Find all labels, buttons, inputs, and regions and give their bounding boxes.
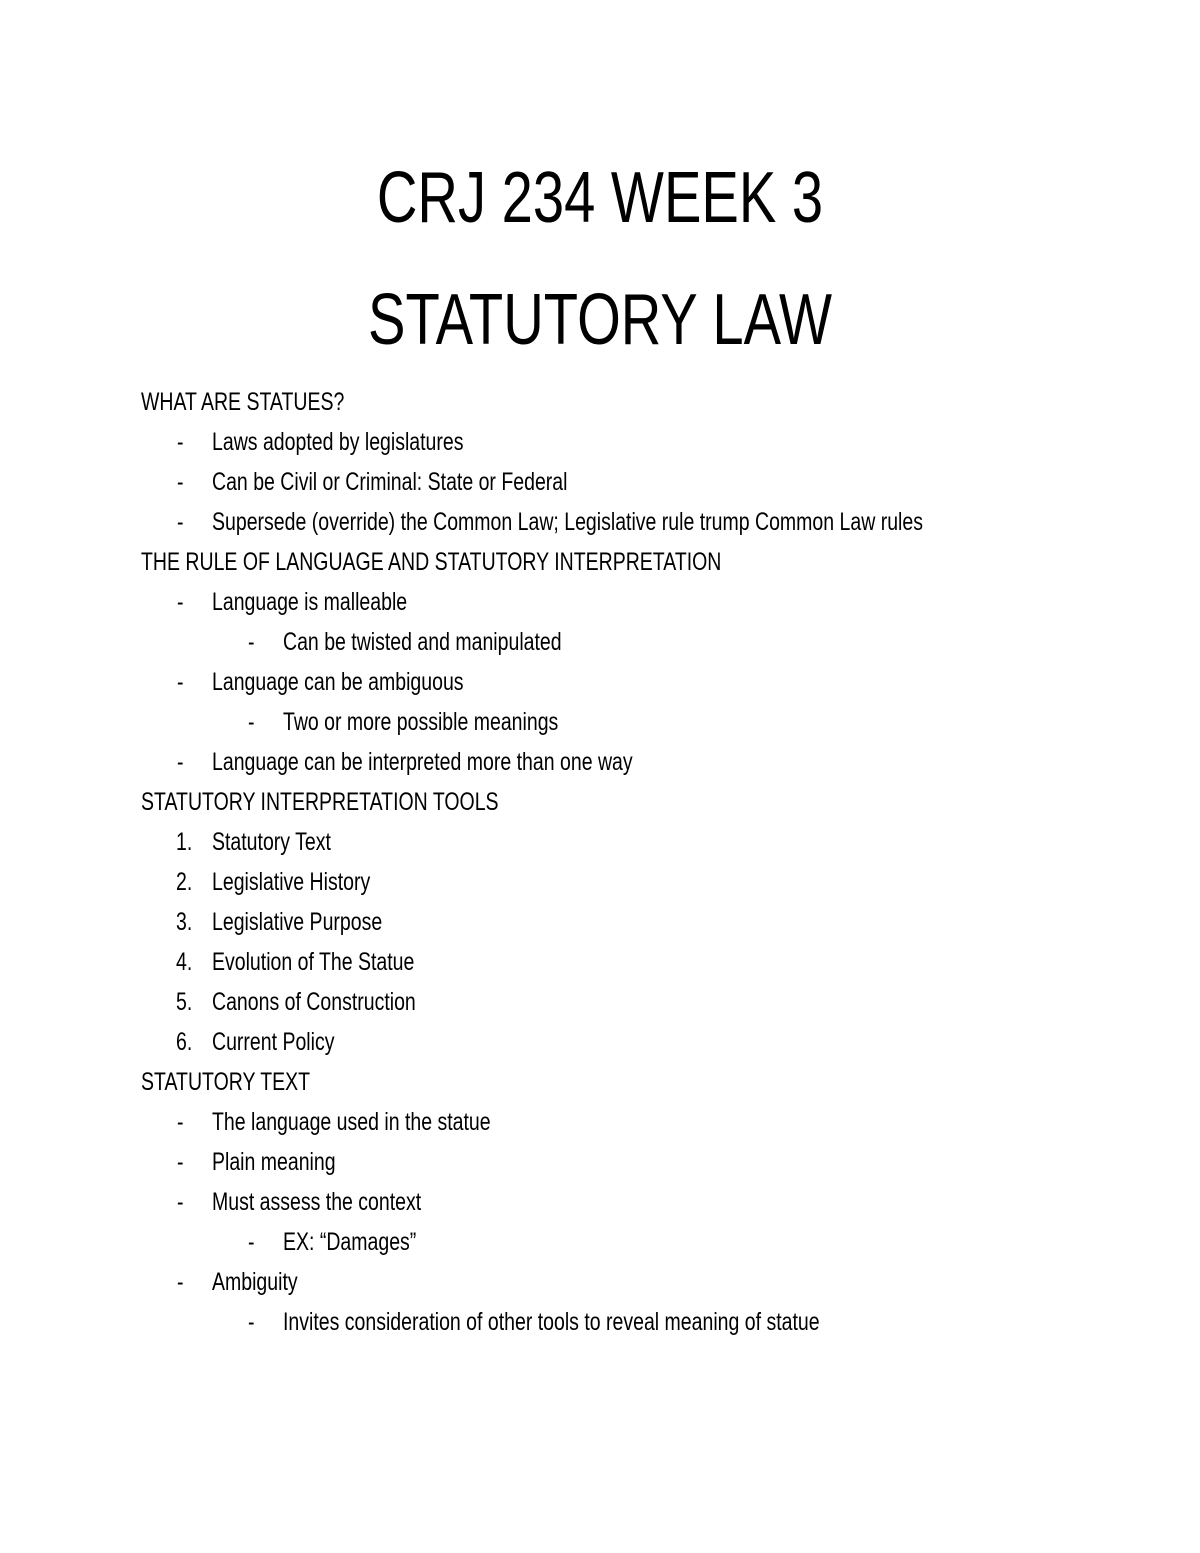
- bullet-dash: -: [248, 628, 255, 656]
- bullet-dash: -: [177, 1268, 184, 1296]
- list-item: - Plain meaning: [141, 1142, 1141, 1182]
- bullet-dash: -: [177, 508, 184, 536]
- sub-list-item: - Two or more possible meanings: [141, 702, 1141, 742]
- bullet-dash: -: [248, 1308, 255, 1336]
- document-title: CRJ 234 WEEK 3: [376, 158, 824, 238]
- numbered-item: 4. Evolution of The Statue: [141, 942, 1141, 982]
- sub-list-item: - Can be twisted and manipulated: [141, 622, 1141, 662]
- list-item: - Language can be interpreted more than one way: [141, 742, 1141, 782]
- list-number: 2.: [176, 868, 193, 896]
- bullet-dash: -: [177, 668, 184, 696]
- bullet-dash: -: [177, 428, 184, 456]
- bullet-dash: -: [177, 1148, 184, 1176]
- sub-list-item: - Invites consideration of other tools to reveal meaning of statue: [141, 1302, 1141, 1342]
- list-item: - Language can be ambiguous: [141, 662, 1141, 702]
- numbered-item: 2. Legislative History: [141, 862, 1141, 902]
- bullet-dash: -: [177, 748, 184, 776]
- list-number: 6.: [176, 1028, 193, 1056]
- section-heading-what-are-statues: WHAT ARE STATUES?: [141, 388, 345, 416]
- bullet-dash: -: [248, 1228, 255, 1256]
- list-item: - Language is malleable: [141, 582, 1141, 622]
- list-item: - Laws adopted by legislatures: [141, 422, 1141, 462]
- list-number: 5.: [176, 988, 193, 1016]
- section-heading-statutory-text: STATUTORY TEXT: [141, 1068, 311, 1096]
- numbered-item: 5. Canons of Construction: [141, 982, 1141, 1022]
- list-item: - Must assess the context: [141, 1182, 1141, 1222]
- numbered-item: 1. Statutory Text: [141, 822, 1141, 862]
- bullet-dash: -: [177, 1188, 184, 1216]
- numbered-item: 3. Legislative Purpose: [141, 902, 1141, 942]
- list-number: 4.: [176, 948, 193, 976]
- list-item: - Supersede (override) the Common Law; Legislative rule trump Common Law rules: [141, 502, 1141, 542]
- list-item: - Ambiguity: [141, 1262, 1141, 1302]
- bullet-dash: -: [177, 468, 184, 496]
- bullet-dash: -: [177, 588, 184, 616]
- list-number: 1.: [176, 828, 193, 856]
- list-item: - The language used in the statue: [141, 1102, 1141, 1142]
- section-heading-interpretation-tools: STATUTORY INTERPRETATION TOOLS: [141, 788, 499, 816]
- bullet-dash: -: [248, 708, 255, 736]
- list-number: 3.: [176, 908, 193, 936]
- document-body: [141, 382, 1141, 1342]
- sub-list-item: - EX: “Damages”: [141, 1222, 1141, 1262]
- list-item: - Can be Civil or Criminal: State or Federal: [141, 462, 1141, 502]
- numbered-item: 6. Current Policy: [141, 1022, 1141, 1062]
- bullet-dash: -: [177, 1108, 184, 1136]
- section-heading-rule-of-language: THE RULE OF LANGUAGE AND STATUTORY INTERPRETATION: [141, 548, 722, 576]
- document-subtitle: STATUTORY LAW: [368, 280, 832, 360]
